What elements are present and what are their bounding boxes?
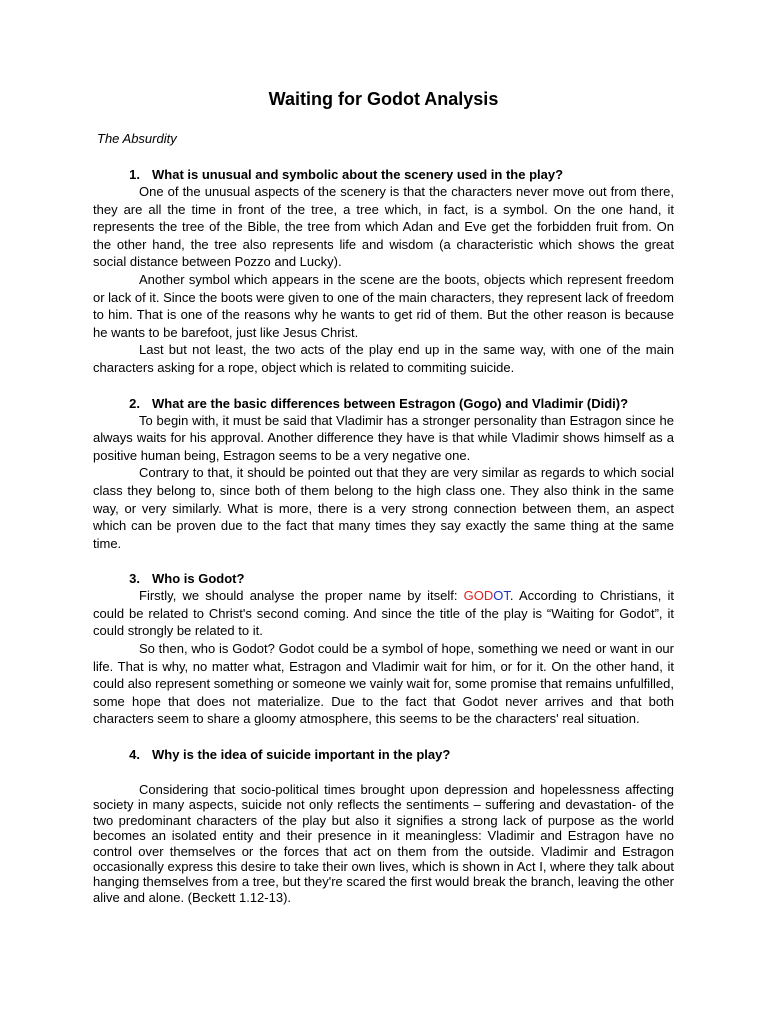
question-1 — [93, 166, 674, 183]
question-3 — [93, 570, 674, 587]
section-1 — [93, 166, 674, 377]
question-text: What are the basic differences between Estragon (Gogo) and Vladimir (Didi)? — [152, 395, 629, 411]
godot-god-highlight: GOD — [463, 588, 494, 604]
question-number: 4. — [129, 747, 140, 763]
paragraph: To begin with, it must be said that Vladimir has a stronger personality than Estragon since he always waits for his approval. Another difference they have is that while Vladimir shows himself as a positive human being, Estragon seems to be a very negative one. — [93, 412, 674, 463]
document-title: Waiting for Godot Analysis — [268, 89, 499, 109]
paragraph: Considering that socio-political times brought upon depression and hopelessness affecting society in many aspects, suicide not only reflects the sentiments – suffering and devastation- of the two predominant characters of the play but also it signifies a strong lack of purpose as the world becomes an isolated entity and their presence in it meaningless: Vladimir and Estragon have no control over themselves or the forces that act on them from the outside. Vladimir and Estragon occasionally express this desire to take their own lives, which is shown in Act I, where they talk about hanging themselves from a tree, but they're scared the first would break the branch, leaving the other alive and alone. (Beckett 1.12-13). — [93, 782, 674, 905]
spacer — [93, 763, 674, 782]
paragraph: So then, who is Godot? Godot could be a symbol of hope, something we need or want in our life. That is why, no matter what, Estragon and Vladimir wait for him, or for it. On the other hand, it could also represent something or someone we vainly wait for, some promise that remains unfulfilled, some hope that does not materialize. Due to the fact that Godot never arrives and that both characters seem to share a gloomy atmosphere, this seems to be the characters' real situation. — [93, 641, 674, 727]
question-text: Who is Godot? — [152, 571, 245, 587]
question-4 — [93, 746, 674, 763]
question-number: 1. — [129, 167, 140, 182]
question-number: 3. — [129, 571, 140, 587]
section-4 — [93, 746, 674, 905]
paragraph: Another symbol which appears in the scene are the boots, objects which represent freedom or lack of it. Since the boots were given to one of the main characters, they represent lack of freedom to him. That is one of the reasons why he wants to get rid of them. But the other reason is because he wants to be barefoot, just like Jesus Christ. — [93, 271, 674, 340]
paragraph: Last but not least, the two acts of the play end up in the same way, with one of the main characters asking for a rope, object which is related to commiting suicide. — [93, 342, 674, 375]
section-2 — [93, 395, 674, 553]
question-text: Why is the idea of suicide important in the play? — [152, 747, 451, 763]
document-subtitle: The Absurdity — [97, 131, 177, 146]
paragraph-text: Firstly, we should analyse the proper name by itself: — [139, 588, 464, 604]
question-text: What is unusual and symbolic about the scenery used in the play? — [152, 167, 564, 182]
paragraph-text: . According to Christians, it could be related to Christ's second coming. And since the title of the play is “Waiting for Godot”, it could strongly be related to it. — [93, 588, 674, 639]
paragraph: One of the unusual aspects of the scenery is that the characters never move out from there, they are all the time in front of the tree, a tree which, in fact, is a symbol. On the one hand, it represents the tree of the Bible, the tree from which Adan and Eve get the forbidden fruit from. On the other hand, the tree also represents life and wisdom (a characteristic which shows the great social distance between Pozzo and Lucky). — [93, 184, 674, 270]
paragraph — [93, 587, 674, 640]
godot-ot-highlight: OT — [493, 588, 510, 604]
paragraph: Contrary to that, it should be pointed out that they are very similar as regards to which social class they belong to, since both of them belong to the high class one. They also think in the same way, or very similarly. What is more, there is a very strong connection between them, an aspect which can be proven due to the fact that many times they say exactly the same thing at the same time. — [93, 465, 674, 551]
question-number: 2. — [129, 395, 140, 411]
section-3 — [93, 570, 674, 728]
question-2 — [93, 395, 674, 412]
